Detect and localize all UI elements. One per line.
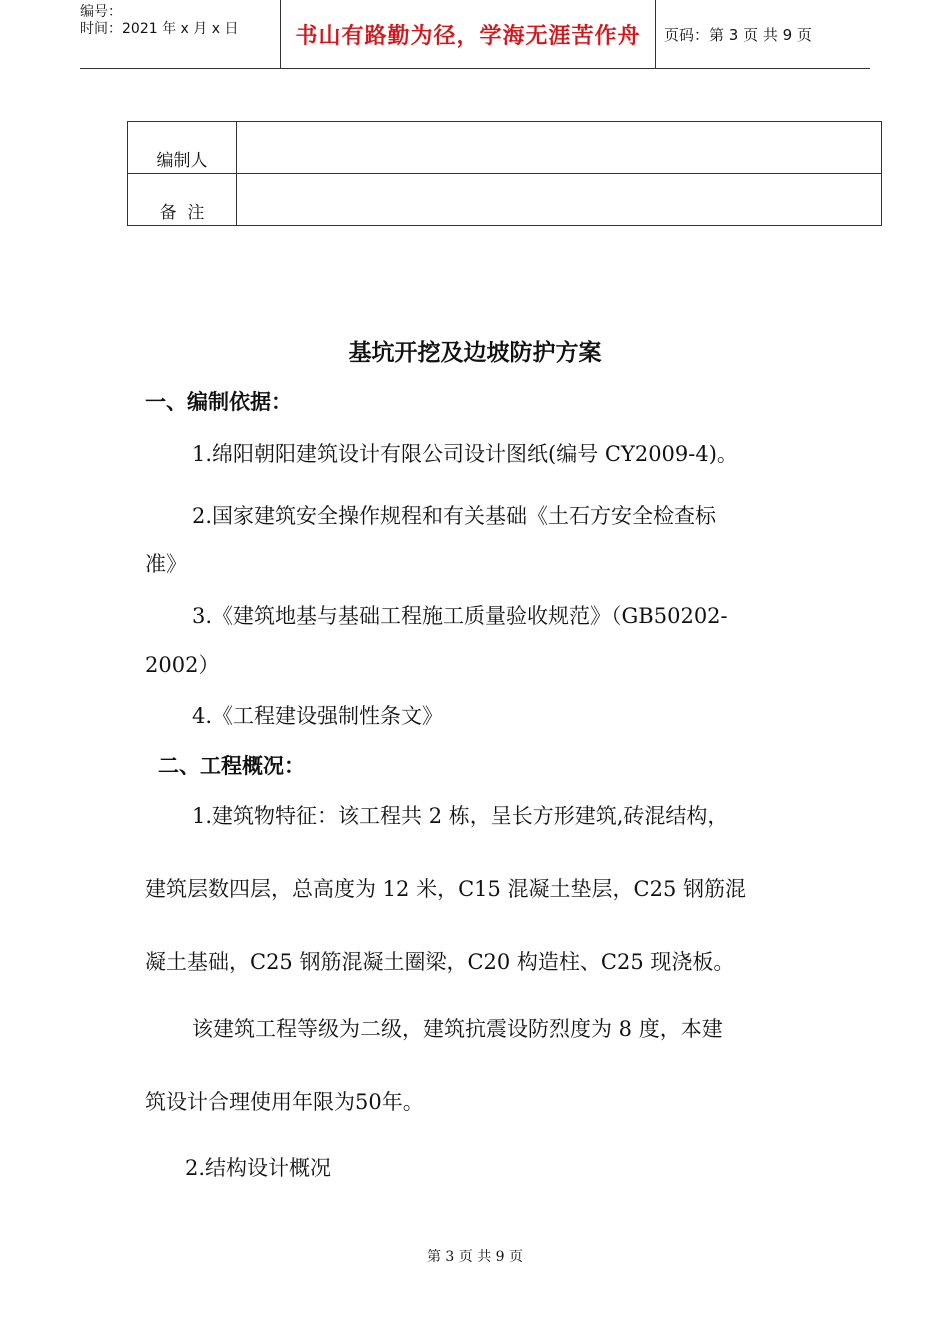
overview-para-2-line-2: 筑设计合理使用年限为50年。	[145, 1090, 424, 1114]
header-page-info: 页码：第 3 页 共 9 页	[664, 25, 812, 44]
table-label-remarks	[128, 174, 237, 226]
page-footer: 第 3 页 共 9 页	[426, 1249, 524, 1265]
overview-para-1-line-2: 建筑层数四层，总高度为 12 米，C15 混凝土垫层，C25 钢筋混	[145, 877, 746, 901]
table-label-compiler: 编制人	[128, 122, 237, 174]
basis-item-2-line-2: 准》	[145, 552, 187, 576]
section-heading-basis: 一、编制依据：	[145, 390, 292, 414]
basis-item-2-line-1: 2.国家建筑安全操作规程和有关基础《土石方安全检查标	[192, 504, 717, 528]
basis-item-1: 1.绵阳朝阳建筑设计有限公司设计图纸(编号 CY2009-4)。	[192, 442, 738, 466]
document-title: 基坑开挖及边坡防护方案	[348, 340, 602, 366]
overview-para-1-line-1: 1.建筑物特征：该工程共 2 栋，呈长方形建筑,砖混结构，	[192, 804, 729, 828]
basis-item-4: 4.《工程建设强制性条文》	[192, 704, 444, 728]
page-header	[80, 0, 870, 69]
table-row	[128, 174, 882, 226]
overview-item-2: 2.结构设计概况	[185, 1156, 332, 1180]
section-heading-overview: 二、工程概况：	[158, 754, 305, 778]
table-value-remarks	[237, 174, 882, 226]
basis-item-3-line-2: 2002）	[145, 653, 220, 677]
remarks-label-text: 备 注	[159, 203, 205, 223]
overview-para-2-line-1: 该建筑工程等级为二级，建筑抗震设防烈度为 8 度，本建	[192, 1017, 723, 1041]
table-row	[128, 122, 882, 174]
overview-para-1-line-3: 凝土基础，C25 钢筋混凝土圈梁，C20 构造柱、C25 现浇板。	[145, 950, 735, 974]
table-value-compiler	[237, 122, 882, 174]
document-number-label: 编号：	[80, 4, 122, 20]
basis-item-3-line-1: 3.《建筑地基与基础工程施工质量验收规范》（GB50202-	[192, 604, 728, 628]
info-table	[127, 121, 882, 226]
header-motto-cell	[280, 0, 656, 68]
header-meta	[80, 0, 280, 68]
header-motto: 书山有路勤为径，学海无涯苦作舟	[295, 23, 641, 49]
document-date: 时间：2021 年 x 月 x 日	[80, 21, 239, 37]
